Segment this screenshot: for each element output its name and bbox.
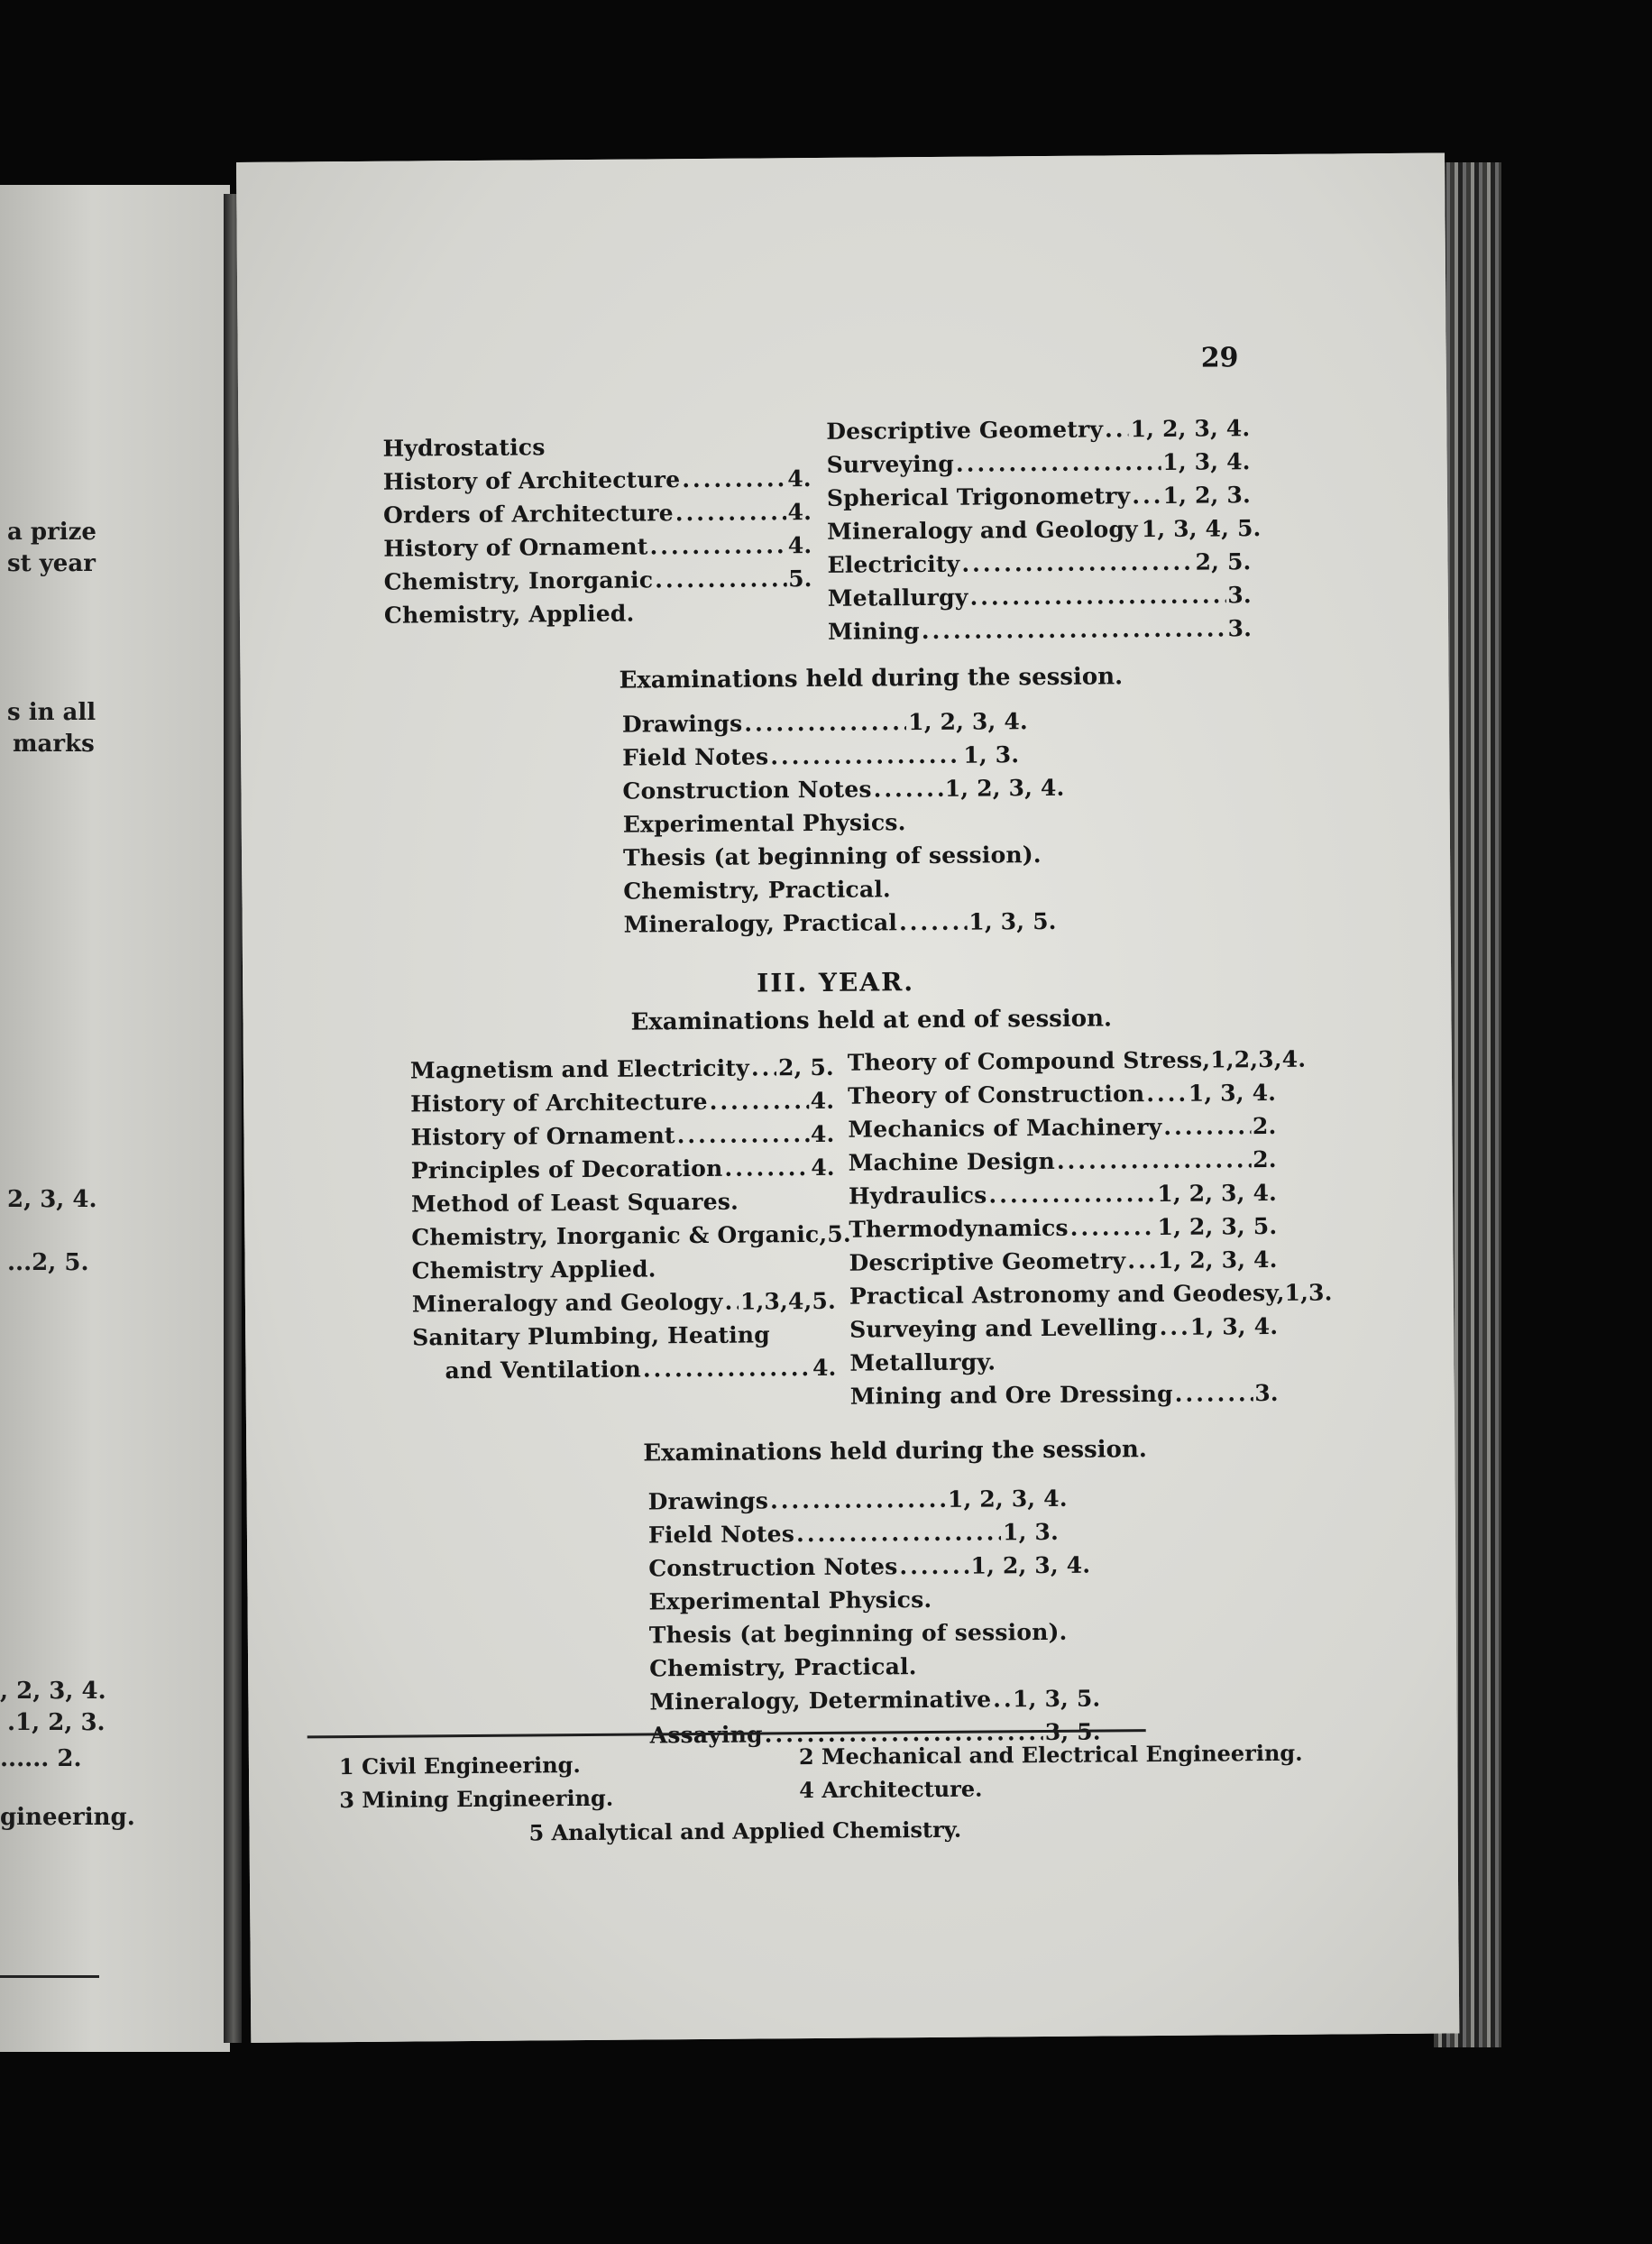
exam-entry: Experimental Physics. (648, 1586, 932, 1615)
exam-entry: Field Notes ..... 1, 3. (622, 738, 1019, 774)
exam-entry: Thesis (at beginning of session). (622, 842, 1042, 871)
left-fragment: s in all (7, 699, 96, 726)
footnote: 3 Mining Engineering. (339, 1784, 614, 1814)
year3-during-heading: Examinations held during the session. (643, 1436, 1147, 1467)
exam-entry: Metallurgy ..... 3. (828, 578, 1252, 615)
exam-entry: Mechanics of Machinery ..... 2. (848, 1109, 1276, 1146)
exam-entry: Chemistry Applied. (411, 1255, 656, 1284)
exam-entry: Hydraulics ..... 1, 2, 3, 4. (849, 1176, 1277, 1213)
left-fragment: a prize (7, 519, 96, 546)
exam-entry: Method of Least Squares. (410, 1188, 739, 1218)
exam-entry: Field Notes ..... 1, 3. (648, 1515, 1059, 1552)
exam-entry: Hydrostatics (382, 434, 546, 462)
year3-end-right-column (847, 1043, 1333, 1413)
page-number: 29 (1200, 342, 1239, 374)
left-fragment: st year (7, 550, 96, 577)
exam-entry: History of Ornament ..... 4. (410, 1117, 834, 1154)
left-fragment: , 2, 3, 4. (0, 1678, 106, 1705)
year3-during-column (648, 1482, 1101, 1752)
exam-entry: Magnetism and Electricity ..... 2, 5. (410, 1051, 834, 1088)
exam-entry: Electricity ..... 2, 5. (827, 545, 1251, 582)
year3-end-heading: Examinations held at end of session. (630, 1005, 1113, 1036)
exam-entry: Descriptive Geometry ..... 1, 2, 3, 4. (826, 411, 1250, 448)
exam-entry: Practical Astronomy and Geodesy, 1,3. (849, 1279, 1333, 1310)
exam-entry: Mineralogy, Determinative ..... 1, 3, 5. (649, 1682, 1100, 1719)
left-fragment: ...... 2. (0, 1745, 82, 1772)
left-footer-rule (0, 1975, 99, 1978)
left-fragment: 2, 3, 4. (7, 1186, 97, 1213)
exam-entry: Surveying ..... 1, 3, 4. (827, 445, 1251, 482)
year2-end-right-column (826, 411, 1262, 648)
exam-entry: Theory of Construction ..... 1, 3, 4. (848, 1076, 1276, 1113)
left-fragment: ...2, 5. (7, 1249, 89, 1276)
exam-entry: Chemistry, Inorganic ..... 5. (384, 562, 812, 599)
left-fragment: gineering. (0, 1804, 135, 1831)
exam-entry: Drawings ..... 1, 2, 3, 4. (648, 1482, 1068, 1519)
exam-entry: Mineralogy, Practical ..... 1, 3, 5. (624, 905, 1057, 942)
year2-during-heading: Examinations held during the session. (619, 663, 1124, 694)
exam-entry: History of Architecture ..... 4. (383, 462, 812, 499)
year3-title: III. YEAR. (757, 967, 915, 998)
exam-entry: Thermodynamics ..... 1, 2, 3, 5. (849, 1209, 1277, 1246)
exam-entry: Chemistry, Practical. (623, 876, 891, 905)
exam-entry: Drawings ..... 1, 2, 3, 4. (622, 704, 1028, 741)
footnote: 2 Mechanical and Electrical Engineering. (798, 1739, 1303, 1770)
exam-entry: Descriptive Geometry ..... 1, 2, 3, 4. (849, 1243, 1277, 1280)
exam-entry: Mining and Ore Dressing ..... 3. (850, 1376, 1279, 1413)
exam-entry: Spherical Trigonometry ..... 1, 2, 3. (827, 478, 1251, 515)
exam-entry: History of Ornament ..... 4. (383, 529, 812, 566)
exam-entry: Experimental Physics. (622, 809, 906, 838)
exam-entry: Theory of Compound Stress, 1,2,3,4. (847, 1045, 1307, 1076)
exam-entry: Principles of Decoration ..... 4. (411, 1151, 835, 1188)
left-facing-page (0, 185, 230, 2052)
year2-end-left-column (382, 428, 812, 632)
exam-entry: ..... 3, 5. (650, 1715, 1101, 1752)
exam-entry: Mineralogy and Geology ..... 1,3,4,5. (412, 1284, 836, 1321)
exam-entry: Surveying and Levelling ..... 1, 3, 4. (849, 1310, 1278, 1347)
year2-during-column (622, 704, 1075, 942)
exam-entry: Mineralogy and Geology ..... 1, 3, 4, 5. (827, 511, 1251, 548)
exam-entry: Thesis (at beginning of session). (648, 1618, 1068, 1649)
footnote: 1 Civil Engineering. (338, 1752, 581, 1780)
left-fragment: marks (13, 731, 95, 758)
exam-entry: Construction Notes ..... 1, 2, 3, 4. (622, 771, 1064, 808)
exam-entry: Metallurgy. (849, 1348, 996, 1376)
exam-entry: Chemistry, Inorganic & Organic, 5. (411, 1220, 851, 1251)
footnote: 5 Analytical and Applied Chemistry. (528, 1816, 962, 1846)
exam-entry: Chemistry, Practical. (649, 1653, 917, 1682)
exam-entry: Chemistry, Applied. (383, 600, 635, 629)
exam-entry: Construction Notes ..... 1, 2, 3, 4. (648, 1549, 1090, 1586)
year3-end-left-column (409, 1051, 851, 1388)
exam-entry: Mining ..... 3. (828, 612, 1252, 648)
exam-entry: History of Architecture ..... 4. (410, 1084, 834, 1121)
left-fragment: .1, 2, 3. (7, 1709, 106, 1736)
right-page (236, 152, 1459, 2042)
exam-entry: Sanitary Plumbing, Heating (412, 1321, 771, 1351)
footnote: 4 Architecture. (799, 1775, 983, 1804)
exam-entry: Orders of Architecture ..... 4. (383, 495, 812, 532)
exam-entry-continued: and Ventilation ..... 4. (412, 1351, 836, 1388)
exam-entry: Machine Design ..... 2. (849, 1143, 1277, 1180)
